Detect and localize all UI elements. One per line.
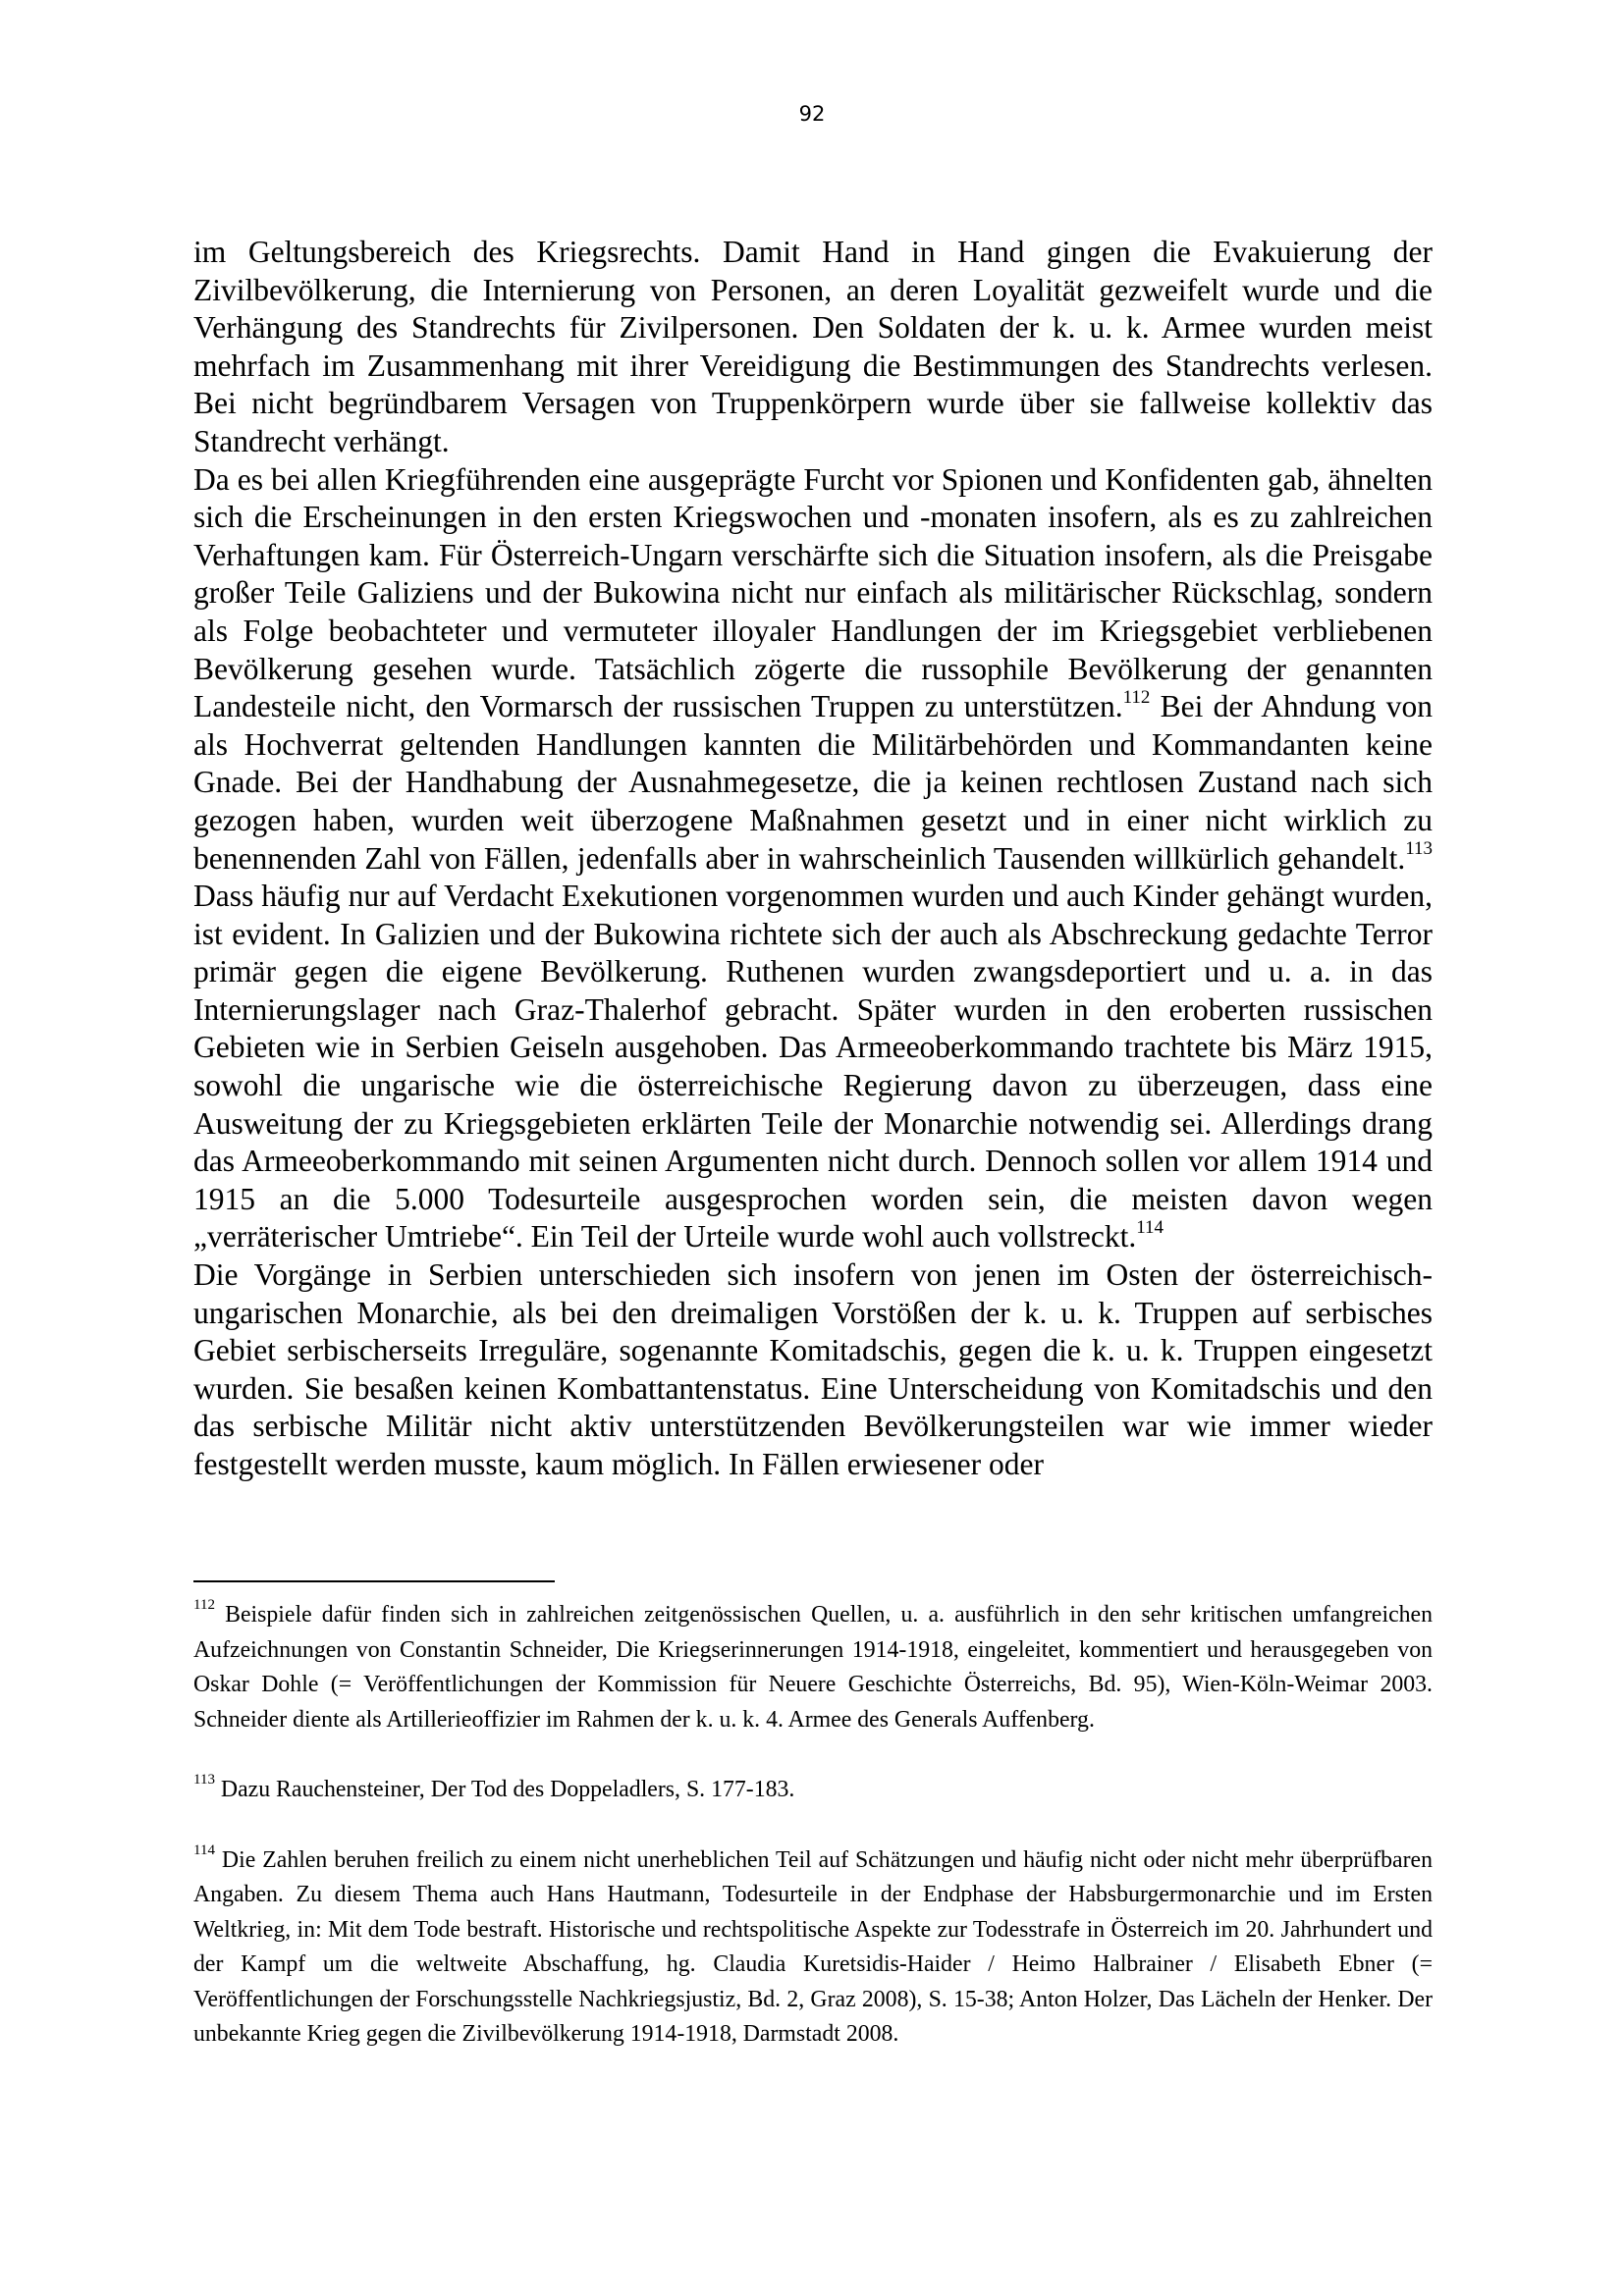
footnote-number: 112: [193, 1597, 215, 1614]
footnote-number: 113: [193, 1772, 215, 1789]
page-number: 92: [798, 102, 826, 126]
paragraph: [193, 234, 1433, 461]
paragraph: [193, 461, 1433, 1256]
footnote-number: 114: [193, 1842, 215, 1858]
paragraph-text: im Geltungsbereich des Kriegsrechts. Damit Hand in Hand gingen die Evakuierung der Zivilbevölkerung, die Internierung von Personen, an deren Loyalität gezweifelt wurde und die Verhängung des Standrechts für Zivilpersonen. Den Soldaten der k. u. k. Armee wurden meist mehrfach im Zusammenhang mit ihrer Vereidigung die Bestimmungen des Standrechts verlesen. Bei nicht begründbarem Versagen von Truppenkörpern wurde über sie fallweise kollektiv das Standrecht verhängt.: [193, 235, 1433, 458]
footnote-text: Beispiele dafür finden sich in zahlreichen zeitgenössischen Quellen, u. a. ausführlich in den sehr kritischen umfangreichen Aufzeichnungen von Constantin Schneider, Die Kriegserinnerungen 1914-1918, eingeleitet, kommentiert und herausgegeben von Oskar Dohle (= Veröffentlichungen der Kommission für Neuere Geschichte Österreichs, Bd. 95), Wien-Köln-Weimar 2003. Schneider diente als Artillerieoffizier im Rahmen der k. u. k. 4. Armee des Generals Auffenberg.: [193, 1602, 1433, 1733]
paragraph: [193, 1256, 1433, 1484]
footnote-text: Dazu Rauchensteiner, Der Tod des Doppeladlers, S. 177-183.: [214, 1777, 795, 1802]
body-text: [193, 234, 1433, 1484]
footnote: [193, 1598, 1433, 1737]
footnote-reference[interactable]: 113: [1405, 838, 1433, 859]
paragraph-text: Dass häufig nur auf Verdacht Exekutionen vorgenommen wurden und auch Kinder gehängt wurden, ist evident. In Galizien und der Bukowina richtete sich der auch als Abschreckung gedachte Terror primär gegen die eigene Bevölkerung. Ruthenen wurden zwangsdeportiert und u. a. in das Internierungslager nach Graz-Thalerhof gebracht. Später wurden in den eroberten russischen Gebieten wie in Serbien Geiseln ausgehoben. Das Armeeoberkommando trachtete bis März 1915, sowohl die ungarische wie die österreichische Regierung davon zu überzeugen, dass eine Ausweitung der zu Kriegsgebieten erklärten Teile der Monarchie notwendig sei. Allerdings drang das Armeeoberkommando mit seinen Argumenten nicht durch. Dennoch sollen vor allem 1914 und 1915 an die 5.000 Todesurteile ausgesprochen worden sein, die meisten davon wegen „verräterischer Umtriebe“. Ein Teil der Urteile wurde wohl auch vollstreckt.: [193, 879, 1433, 1255]
footnote-reference[interactable]: 112: [1122, 686, 1151, 708]
footnote-text: Die Zahlen beruhen freilich zu einem nicht unerheblichen Teil auf Schätzungen und häufig nicht oder nicht mehr überprüfbaren Angaben. Zu diesem Thema auch Hans Hautmann, Todesurteile in der Endphase der Habsburgermonarchie und im Ersten Weltkrieg, in: Mit dem Tode bestraft. Historische und rechtspolitische Aspekte zur Todesstrafe in Österreich im 20. Jahrhundert und der Kampf um die weltweite Abschaffung, hg. Claudia Kuretsidis-Haider / Heimo Halbrainer / Elisabeth Ebner (= Veröffentlichungen der Forschungsstelle Nachkriegsjustiz, Bd. 2, Graz 2008), S. 15-38; Anton Holzer, Das Lächeln der Henker. Der unbekannte Krieg gegen die Zivilbevölkerung 1914-1918, Darmstadt 2008.: [193, 1846, 1433, 2047]
footnote-reference[interactable]: 114: [1136, 1216, 1164, 1238]
footnotes: [193, 1598, 1433, 2088]
paragraph-text: Die Vorgänge in Serbien unterschieden sich insofern von jenen im Osten der österreichisch-ungarischen Monarchie, als bei den dreimaligen Vorstößen der k. u. k. Truppen auf serbisches Gebiet serbischerseits Irreguläre, sogenannte Komitadschis, gegen die k. u. k. Truppen eingesetzt wurden. Sie besaßen keinen Kombattantenstatus. Eine Unterscheidung von Komitadschis und den das serbische Militär nicht aktiv unterstützenden Bevölkerungsteilen war wie immer wieder festgestellt werden musste, kaum möglich. In Fällen erwiesener oder: [193, 1257, 1433, 1481]
footnote-separator: [193, 1580, 555, 1582]
footnote: [193, 1843, 1433, 2053]
paragraph-text: Bei der Ahndung von als Hochverrat geltenden Handlungen kannten die Militärbehörden und Kommandanten keine Gnade. Bei der Handhabung der Ausnahmegesetze, die ja keinen rechtlosen Zustand nach sich gezogen haben, wurden weit überzogene Maßnahmen gesetzt und in einer nicht wirklich zu benennenden Zahl von Fällen, jedenfalls aber in wahrscheinlich Tausenden willkürlich gehandelt.: [193, 689, 1433, 876]
footnote: [193, 1773, 1433, 1808]
paragraph-text: Da es bei allen Kriegführenden eine ausgeprägte Furcht vor Spionen und Konfidenten gab, ähnelten sich die Erscheinungen in den ersten Kriegswochen und -monaten insofern, als es zu zahlreichen Verhaftungen kam. Für Österreich-Ungarn verschärfte sich die Situation insofern, als die Preisgabe großer Teile Galiziens und der Bukowina nicht nur einfach als militärischer Rückschlag, sondern als Folge beobachteter und vermuteter illoyaler Handlungen der im Kriegsgebiet verbliebenen Bevölkerung gesehen wurde. Tatsächlich zögerte die russophile Bevölkerung der genannten Landesteile nicht, den Vormarsch der russischen Truppen zu unterstützen.: [193, 461, 1433, 724]
